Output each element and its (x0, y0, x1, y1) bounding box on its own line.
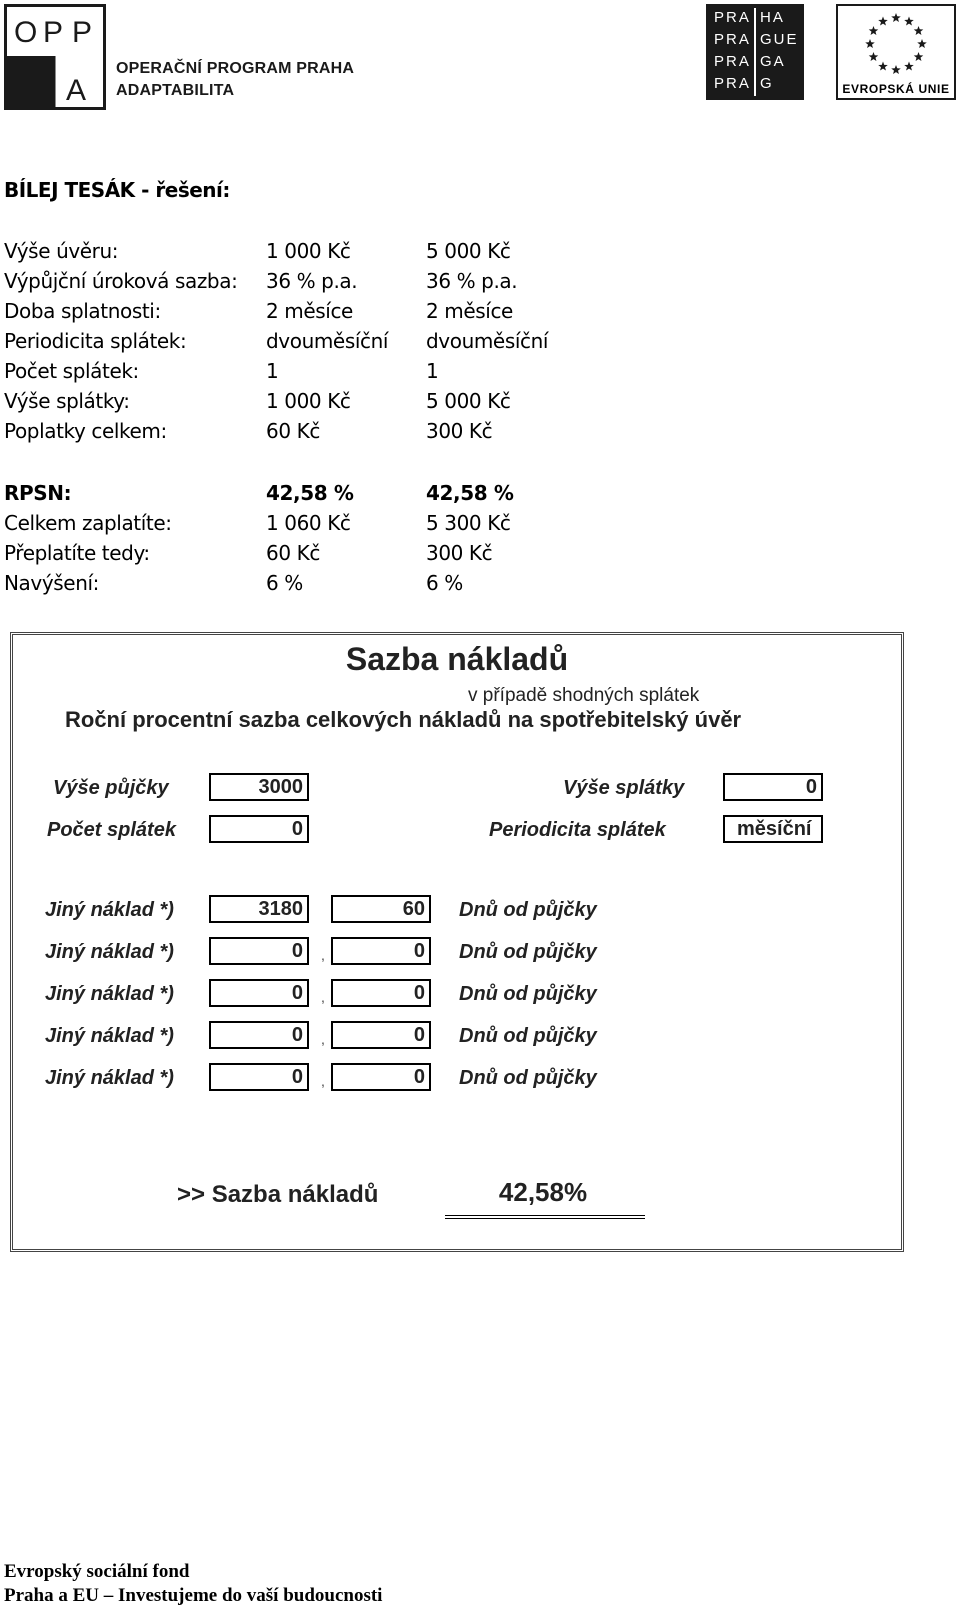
footer (4, 1560, 382, 1608)
param-row (4, 386, 604, 416)
opp-logo-text (116, 58, 354, 102)
other-cost-label: Jiný náklad *) (45, 983, 174, 1005)
result-value-1: 42,58 % (266, 481, 354, 505)
result-label: RPSN: (4, 481, 72, 505)
eu-star-icon (878, 62, 888, 71)
calculator-subtitle: v případě shodných splátek (468, 685, 700, 706)
praha-logo-text: HA (760, 9, 785, 26)
param-value-1: 1 000 Kč (266, 389, 351, 413)
eu-star-icon (904, 16, 914, 25)
param-row (4, 416, 604, 446)
eu-star-icon (891, 65, 901, 74)
installment-amount-label: Výše splátky (563, 777, 685, 799)
cost-days-field[interactable]: 0 (331, 1063, 431, 1091)
result-value-1: 6 % (266, 571, 303, 595)
eu-star-icon (869, 52, 879, 61)
svg-text:O: O (14, 16, 38, 49)
result-value-1: 1 060 Kč (266, 511, 351, 535)
eu-star-icon (914, 26, 924, 35)
praha-logo-text: GUE (760, 31, 799, 48)
cost-days-field[interactable]: 0 (331, 937, 431, 965)
param-row (4, 356, 604, 386)
param-value-2: 5 000 Kč (426, 389, 511, 413)
eu-star-icon (891, 13, 901, 22)
svg-text:P: P (43, 16, 64, 49)
calculator-title: Sazba nákladů (345, 641, 569, 677)
param-value-1: 36 % p.a. (266, 269, 358, 293)
loan-parameters (4, 236, 604, 446)
eu-star-icon (904, 62, 914, 71)
cost-days-label: Dnů od půjčky (459, 899, 597, 921)
cost-days-field[interactable]: 0 (331, 979, 431, 1007)
separator: , (321, 947, 325, 963)
svg-text:P: P (72, 16, 93, 49)
eu-star-icon (865, 39, 875, 48)
praha-logo-row (706, 30, 804, 50)
param-label: Výše úvěru: (4, 239, 119, 263)
other-cost-field[interactable]: 0 (209, 979, 309, 1007)
section-title: BÍLEJ TESÁK - řešení: (4, 178, 230, 202)
eu-logo-text: EVROPSKÁ UNIE (842, 82, 950, 96)
separator: , (321, 1031, 325, 1047)
eu-star-icon (914, 52, 924, 61)
result-value-2: 6 % (426, 571, 463, 595)
param-value-1: 1 (266, 359, 279, 383)
calculator-heading: Roční procentní sazba celkových nákladů na spotřebitelský úvěr (65, 707, 742, 732)
param-label: Periodicita splátek: (4, 329, 187, 353)
cost-days-label: Dnů od půjčky (459, 1025, 597, 1047)
cost-days-field[interactable]: 60 (331, 895, 431, 923)
param-value-1: 60 Kč (266, 419, 320, 443)
praha-logo-row (706, 52, 804, 72)
result-row (4, 538, 604, 568)
param-value-2: 2 měsíce (426, 299, 513, 323)
eu-star-icon (869, 26, 879, 35)
param-value-2: 1 (426, 359, 439, 383)
other-cost-label: Jiný náklad *) (45, 899, 174, 921)
svg-text:A: A (66, 74, 87, 107)
param-value-1: 2 měsíce (266, 299, 353, 323)
installment-period-field[interactable]: měsíční (723, 815, 823, 843)
praha-logo-text: PRA (714, 75, 751, 92)
result-row (4, 508, 604, 538)
result-value-1: 60 Kč (266, 541, 320, 565)
opp-logo-line2: ADAPTABILITA (116, 82, 235, 99)
praha-logo-row (706, 74, 804, 94)
result-value-2: 5 300 Kč (426, 511, 511, 535)
loan-amount-label: Výše půjčky (53, 777, 169, 799)
param-row (4, 296, 604, 326)
param-value-2: 36 % p.a. (426, 269, 518, 293)
praha-logo-text: GA (760, 53, 786, 70)
param-label: Počet splátek: (4, 359, 139, 383)
other-cost-label: Jiný náklad *) (45, 1025, 174, 1047)
rate-result-value: 42,58% (498, 1177, 588, 1207)
loan-results (4, 478, 604, 598)
installment-count-field[interactable]: 0 (209, 815, 309, 843)
result-label: Celkem zaplatíte: (4, 511, 172, 535)
param-label: Výpůjční úroková sazba: (4, 269, 238, 293)
installment-period-label: Periodicita splátek (489, 819, 666, 841)
praha-logo-text: PRA (714, 53, 751, 70)
opp-logo-line1: OPERAČNÍ PROGRAM PRAHA (116, 60, 355, 77)
param-label: Výše splátky: (4, 389, 130, 413)
eu-stars-icon (862, 10, 930, 78)
praha-logo-text: PRA (714, 31, 751, 48)
cost-days-label: Dnů od půjčky (459, 1067, 597, 1089)
separator: , (321, 1073, 325, 1089)
result-value-2: 300 Kč (426, 541, 493, 565)
cost-days-label: Dnů od půjčky (459, 983, 597, 1005)
praha-logo (706, 4, 804, 100)
cost-days-field[interactable]: 0 (331, 1021, 431, 1049)
separator: , (321, 989, 325, 1005)
param-row (4, 236, 604, 266)
praha-logo-row (706, 8, 804, 28)
praha-logo-text: PRA (714, 9, 751, 26)
eu-star-icon (917, 39, 927, 48)
footer-line1: Evropský sociální fond (4, 1561, 190, 1582)
other-cost-field[interactable]: 0 (209, 937, 309, 965)
eu-star-icon (878, 16, 888, 25)
eu-logo (836, 4, 956, 100)
result-underline (445, 1215, 645, 1219)
other-cost-label: Jiný náklad *) (45, 1067, 174, 1089)
param-row (4, 266, 604, 296)
cost-days-label: Dnů od půjčky (459, 941, 597, 963)
opp-logo-mark (4, 4, 106, 110)
param-label: Doba splatnosti: (4, 299, 161, 323)
param-value-1: dvouměsíční (266, 329, 389, 353)
installment-amount-field[interactable]: 0 (723, 773, 823, 801)
other-cost-field[interactable]: 3180 (209, 895, 309, 923)
opp-logo (4, 4, 354, 110)
praha-logo-text: G (760, 75, 774, 92)
param-label: Poplatky celkem: (4, 419, 167, 443)
result-label: Přeplatíte tedy: (4, 541, 150, 565)
other-cost-label: Jiný náklad *) (45, 941, 174, 963)
param-value-2: dvouměsíční (426, 329, 549, 353)
footer-line2: Praha a EU – Investujeme do vaší budoucnosti (4, 1585, 383, 1606)
other-cost-field[interactable]: 0 (209, 1021, 309, 1049)
param-value-1: 1 000 Kč (266, 239, 351, 263)
installment-count-label: Počet splátek (47, 819, 176, 841)
result-row-rpsn (4, 478, 604, 508)
result-row (4, 568, 604, 598)
loan-amount-field[interactable]: 3000 (209, 773, 309, 801)
rate-calculator-panel (10, 632, 904, 1252)
param-row (4, 326, 604, 356)
rate-result-label: >> Sazba nákladů (177, 1181, 379, 1208)
other-cost-field[interactable]: 0 (209, 1063, 309, 1091)
result-value-2: 42,58 % (426, 481, 514, 505)
param-value-2: 5 000 Kč (426, 239, 511, 263)
result-label: Navýšení: (4, 571, 99, 595)
param-value-2: 300 Kč (426, 419, 493, 443)
